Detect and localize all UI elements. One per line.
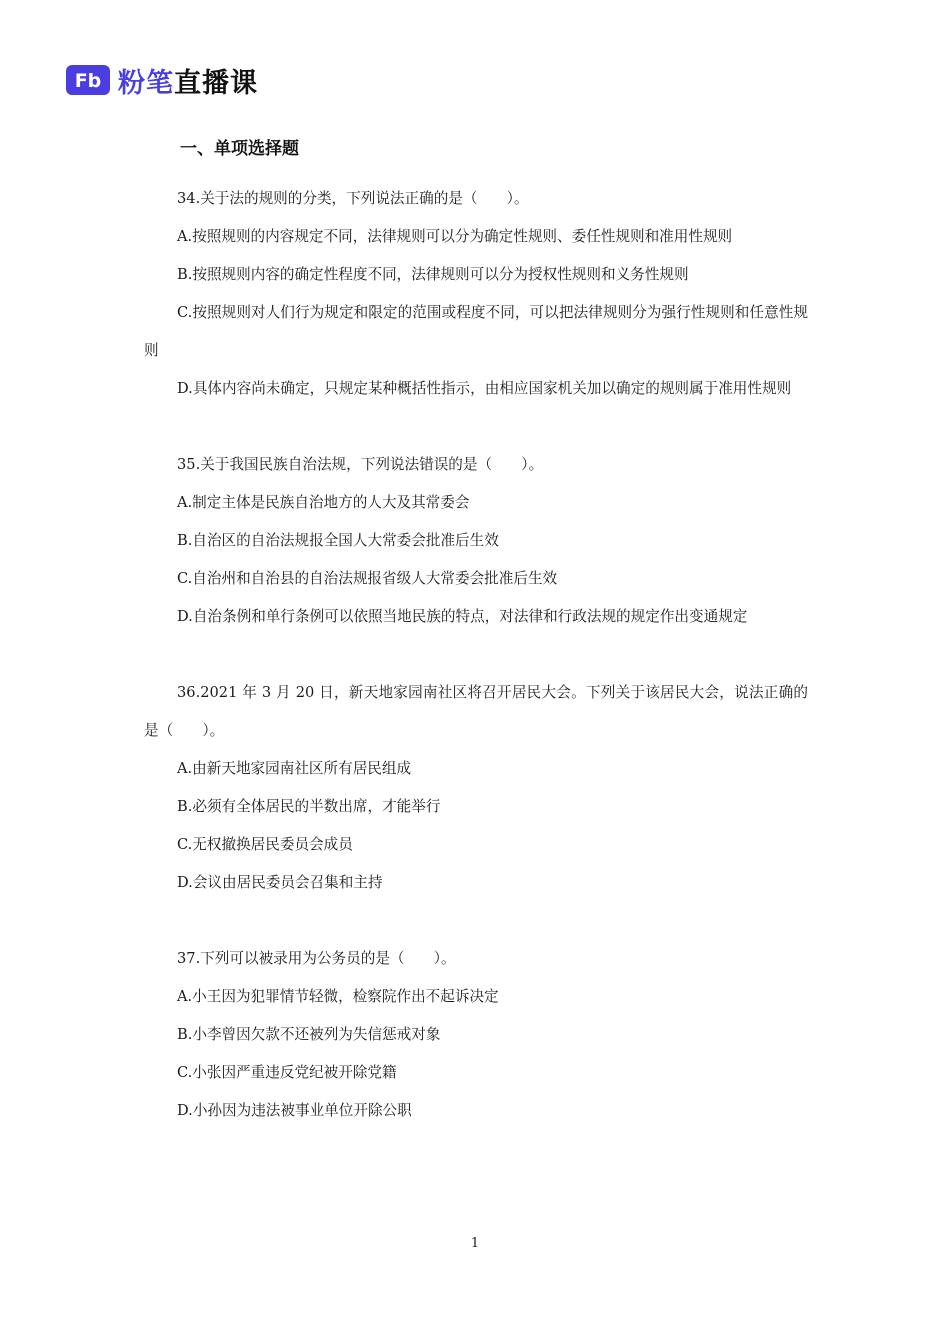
brand-logo	[66, 62, 258, 98]
question-stem: 34.关于法的规则的分类，下列说法正确的是（ ）。	[177, 190, 529, 207]
question-35	[144, 446, 808, 636]
page-number: 1	[470, 1236, 480, 1251]
option-d: D.自治条例和单行条例可以依照当地民族的特点，对法律和行政法规的规定作出变通规定	[177, 608, 748, 625]
question-37	[144, 940, 808, 1130]
option-b: B.按照规则内容的确定性程度不同，法律规则可以分为授权性规则和义务性规则	[177, 266, 689, 283]
option-d: D.具体内容尚未确定，只规定某种概括性指示，由相应国家机关加以确定的规则属于准用性规则	[177, 380, 792, 397]
question-36	[144, 674, 808, 902]
section-title: 一、单项选择题	[180, 139, 299, 159]
option-c: C.小张因严重违反党纪被开除党籍	[177, 1064, 397, 1081]
question-34	[144, 180, 808, 408]
question-stem: 35.关于我国民族自治法规，下列说法错误的是（ ）。	[177, 456, 544, 473]
logo-mark-text: Fb	[74, 70, 102, 92]
brand-name: 粉笔	[118, 67, 174, 99]
option-d: D.小孙因为违法被事业单位开除公职	[177, 1102, 412, 1119]
option-b: B.必须有全体居民的半数出席，才能举行	[177, 798, 441, 815]
option-a: A.制定主体是民族自治地方的人大及其常委会	[177, 494, 470, 511]
option-a: A.小王因为犯罪情节轻微，检察院作出不起诉决定	[177, 988, 499, 1005]
question-stem: 37.下列可以被录用为公务员的是（ ）。	[177, 950, 456, 967]
question-list	[144, 180, 808, 1168]
brand-suffix: 直播课	[174, 67, 258, 99]
option-c: C.无权撤换居民委员会成员	[177, 836, 353, 853]
option-a: A.按照规则的内容规定不同，法律规则可以分为确定性规则、委任性规则和准用性规则	[177, 228, 733, 245]
brand-wordmark	[118, 61, 258, 100]
fenbi-logo-icon	[66, 65, 110, 95]
option-b: B.自治区的自治法规报全国人大常委会批准后生效	[177, 532, 499, 549]
option-c: C.按照规则对人们行为规定和限定的范围或程度不同，可以把法律规则分为强行性规则和任意性规则	[144, 304, 808, 359]
option-a: A.由新天地家园南社区所有居民组成	[177, 760, 412, 777]
question-stem: 36.2021 年 3 月 20 日，新天地家园南社区将召开居民大会。下列关于该居民大会，说法正确的是（ ）。	[144, 684, 808, 739]
option-b: B.小李曾因欠款不还被列为失信惩戒对象	[177, 1026, 441, 1043]
option-c: C.自治州和自治县的自治法规报省级人大常委会批准后生效	[177, 570, 558, 587]
option-d: D.会议由居民委员会召集和主持	[177, 874, 383, 891]
